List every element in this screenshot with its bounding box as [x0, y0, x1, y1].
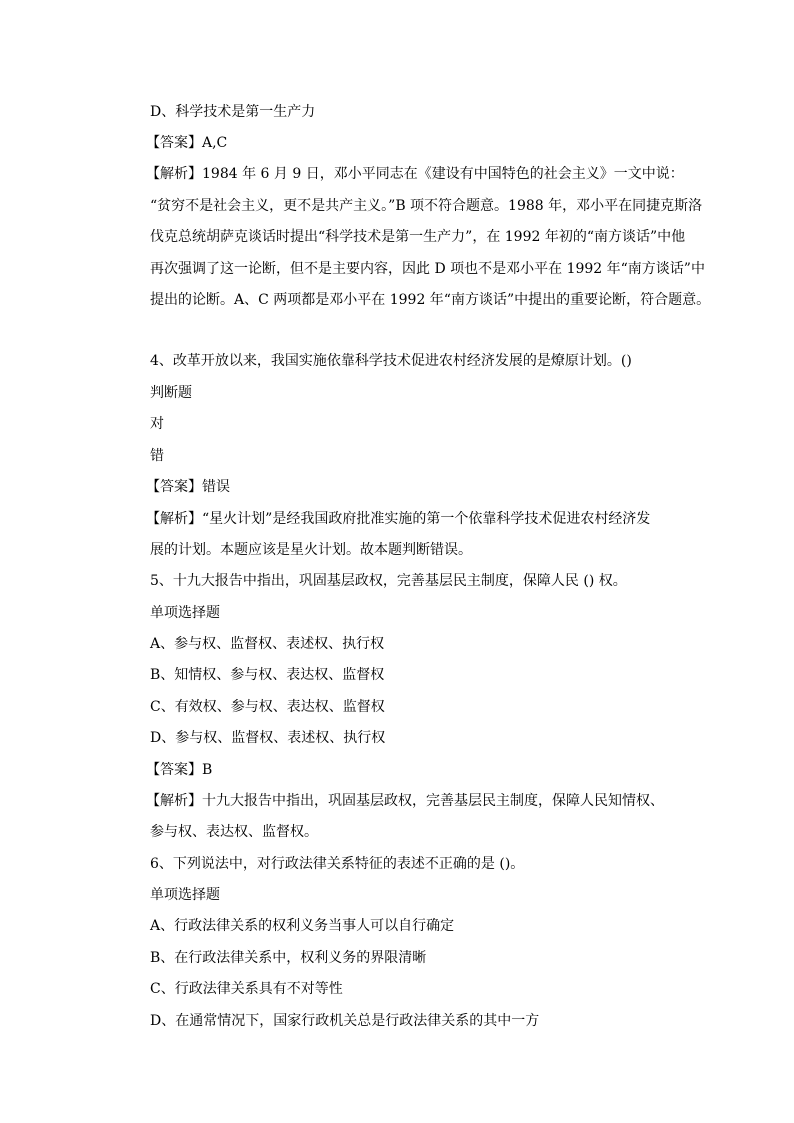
- q6-option-c: C、行政法律关系具有不对等性: [150, 981, 343, 997]
- q3-analysis-line-5: 提出的论断。A、C 两项都是邓小平在 1992 年“南方谈话”中提出的重要论断，符合题意。: [150, 292, 711, 308]
- q6-option-a: A、行政法律关系的权利义务当事人可以自行确定: [150, 918, 455, 934]
- q4-analysis-line-2: 展的计划。本题应该是星火计划。故本题判断错误。: [150, 542, 472, 558]
- q4-question: 4、改革开放以来，我国实施依靠科学技术促进农村经济发展的是燎原计划。(): [150, 353, 632, 369]
- q5-option-c: C、有效权、参与权、表达权、监督权: [150, 699, 385, 715]
- q4-type: 判断题: [150, 385, 192, 401]
- q4-option-false: 错: [150, 448, 164, 464]
- q3-analysis-line-4: 再次强调了这一论断，但不是主要内容，因此 D 项也不是邓小平在 1992 年“南方谈话”中: [150, 261, 705, 277]
- q5-analysis-line-2: 参与权、表达权、监督权。: [150, 824, 318, 840]
- q3-answer: 【答案】A,C: [146, 135, 228, 151]
- q6-question: 6、下列说法中，对行政法律关系特征的表述不正确的是 ()。: [150, 856, 525, 872]
- q4-analysis-line-1: 【解析】“星火计划”是经我国政府批准实施的第一个依靠科学技术促进农村经济发: [146, 511, 651, 527]
- q5-answer: 【答案】B: [146, 762, 213, 778]
- q3-option-d: D、科学技术是第一生产力: [150, 104, 316, 120]
- q3-analysis-line-1: 【解析】1984 年 6 月 9 日，邓小平同志在《建设有中国特色的社会主义》一文中说：: [146, 166, 684, 182]
- q3-analysis-line-2: “贫穷不是社会主义，更不是共产主义。”B 项不符合题意。1988 年，邓小平在同捷克斯洛: [150, 198, 703, 214]
- q5-option-a: A、参与权、监督权、表述权、执行权: [150, 636, 385, 652]
- q5-type: 单项选择题: [150, 605, 220, 621]
- q5-analysis-line-1: 【解析】十九大报告中指出，巩固基层政权，完善基层民主制度，保障人民知情权、: [146, 793, 664, 809]
- q5-question: 5、十九大报告中指出，巩固基层政权，完善基层民主制度，保障人民 () 权。: [150, 573, 627, 589]
- q4-answer: 【答案】错误: [146, 479, 230, 495]
- q5-option-d: D、参与权、监督权、表述权、执行权: [150, 730, 386, 746]
- q4-option-true: 对: [150, 416, 164, 432]
- q6-type: 单项选择题: [150, 887, 220, 903]
- q3-analysis-line-3: 伐克总统胡萨克谈话时提出“科学技术是第一生产力”，在 1992 年初的“南方谈话”中他: [150, 229, 686, 245]
- q6-option-b: B、在行政法律关系中，权利义务的界限清晰: [150, 950, 427, 966]
- q6-option-d: D、在通常情况下，国家行政机关总是行政法律关系的其中一方: [150, 1013, 540, 1029]
- q5-option-b: B、知情权、参与权、表达权、监督权: [150, 667, 385, 683]
